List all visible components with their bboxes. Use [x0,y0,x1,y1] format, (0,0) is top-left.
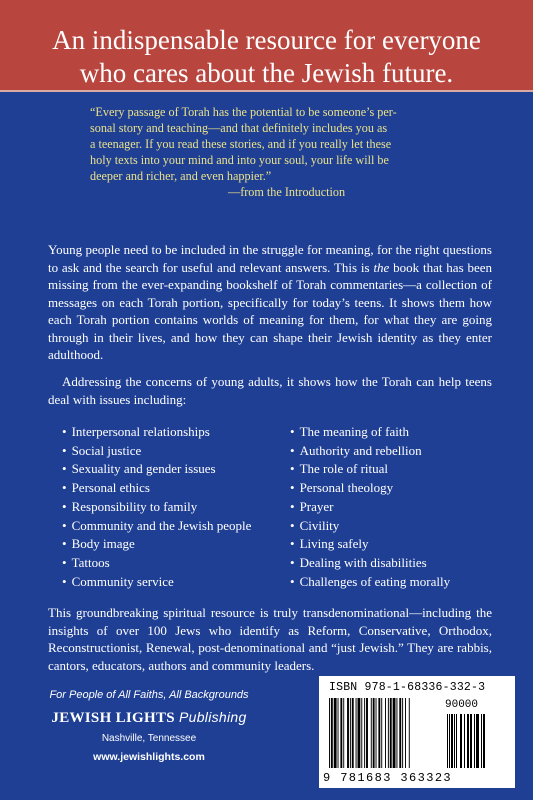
issues-list-left [62,423,290,591]
introduction-quote [90,104,500,200]
issue-item: • Social justice [62,442,290,461]
issue-item: • Sexuality and gender issues [62,460,290,479]
price-code: 90000 [445,699,479,711]
paragraph-1-part-2: book that has been missing from the ever-expanding bookshelf of Torah commentaries—a collection of messages on each Torah portion, specifically for today’s teens. It shows them how each Torah portion contains worlds of meaning for them, for what they are going through in their lives, and how they can shape their Jewish identity as they enter adulthood. [48,259,492,362]
paragraph-1-emphasis: the [373,259,390,275]
publisher-name-suffix: Publishing [178,709,247,725]
publisher-name: JEWISH LIGHTS [51,710,175,726]
publisher-url: www.jewishlights.com [93,751,205,763]
publisher-logo [44,708,254,727]
publisher-block [44,688,254,764]
quote-line: a teenager. If you read these stories, and if you really let these [90,137,392,151]
paragraph-1-part-1: Young people need to be included in the struggle for meaning, for the right questions to ask and the search for useful and relevant answers. This is [48,242,492,275]
issue-item: • Living safely [290,535,490,554]
isbn-number: ISBN 978-1-68336-332-3 [329,681,486,694]
issue-item: • Interpersonal relationships [62,423,290,442]
quote-line: “Every passage of Torah has the potential to be someone’s per- [90,105,397,119]
issue-item: • Dealing with disabilities [290,554,490,573]
barcode-box [319,676,515,788]
issue-item: • Authority and rebellion [290,442,490,461]
ean-digits: 9 781683 363323 [323,771,453,785]
issues-list-right [290,423,490,591]
issue-item: • Civility [290,517,490,536]
headline [0,24,533,90]
headline-line-2: who cares about the Jewish future. [79,58,454,88]
publisher-city: Nashville, Tennessee [101,733,197,744]
issue-item: • Prayer [290,498,490,517]
description-paragraph-1 [48,241,492,364]
description-paragraph-3: This groundbreaking spiritual resource is truly transdenominational—including the insights of over 100 Jews who identify as Reform, Conservative, Orthodox, Reconstructionist, Renewal, post-denominational and “just Jewish.” They are rabbis, cantors, educators, authors and community leaders. [48,605,492,673]
issue-item: • Body image [62,535,290,554]
issue-item: • Tattoos [62,554,290,573]
quote-line: holy texts into your mind and into your soul, your life will be [90,153,389,167]
issue-item: • Responsibility to family [62,498,290,517]
issue-item: • Community and the Jewish people [62,517,290,536]
issue-item: • The meaning of faith [290,423,490,442]
issue-item: • Personal ethics [62,479,290,498]
issue-item: • Challenges of eating morally [290,573,490,592]
ean-barcode-icon [325,698,515,772]
description-paragraph-2: Addressing the concerns of young adults, it shows how the Torah can help teens deal with issues including: [48,374,492,407]
issue-item: • Personal theology [290,479,490,498]
issue-item: • The role of ritual [290,460,490,479]
quote-line: sonal story and teaching—and that definitely includes you as [90,121,388,135]
publisher-tagline: For People of All Faiths, All Backgrounds [49,689,249,701]
headline-line-1: An indispensable resource for everyone [52,25,481,55]
quote-line: deeper and richer, and even happier.” [90,169,272,183]
issue-item: • Community service [62,573,290,592]
quote-attribution: —from the Introduction [228,185,346,199]
